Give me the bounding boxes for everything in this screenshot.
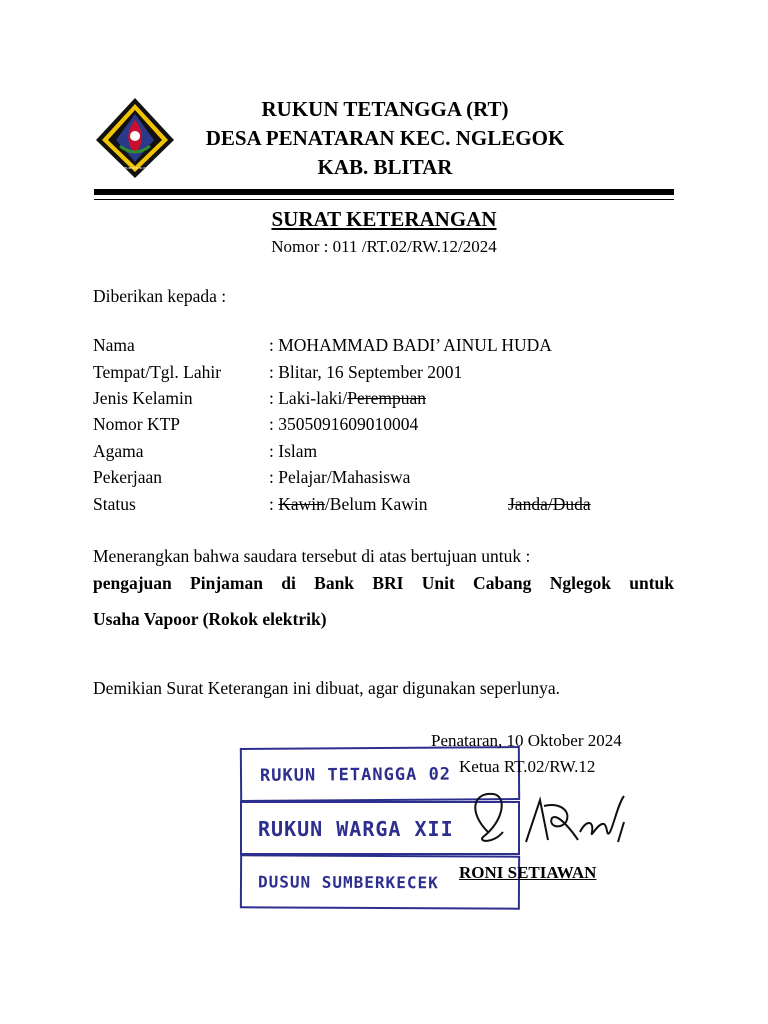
field-value-agama: : Islam xyxy=(269,441,318,461)
document-title: SURAT KETERANGAN xyxy=(271,207,497,231)
letterhead-divider-thick xyxy=(94,189,674,195)
purpose-line-2: Usaha Vapoor (Rokok elektrik) xyxy=(93,609,327,629)
emblem-logo xyxy=(94,96,176,180)
status-struck-kawin: Kawin xyxy=(278,494,325,514)
status-struck-janda-duda: Janda/Duda xyxy=(508,494,591,514)
letterhead-line-1: RUKUN TETANGGA (RT) xyxy=(261,97,509,121)
stamp-text-rt: RUKUN TETANGGA 02 xyxy=(259,764,452,786)
emblem-caption: KABUPATEN BLITAR xyxy=(120,166,150,170)
closing-text: Demikian Surat Keterangan ini dibuat, agar digunakan seperlunya. xyxy=(93,678,560,698)
status-selected: /Belum Kawin xyxy=(324,494,428,514)
field-value-status xyxy=(269,494,427,515)
jenis-kelamin-selected: : Laki-laki/ xyxy=(269,388,348,408)
letterhead-line-3: KAB. BLITAR xyxy=(317,155,453,179)
field-value-pekerjaan: : Pelajar/Mahasiswa xyxy=(269,467,411,487)
field-label-ktp: Nomor KTP xyxy=(93,414,181,434)
status-colon: : xyxy=(269,494,279,514)
field-label-status: Status xyxy=(93,494,136,514)
signature-place-date: Penataran, 10 Oktober 2024 xyxy=(431,731,622,750)
handwritten-signature xyxy=(448,782,638,862)
stamp-text-dusun: DUSUN SUMBERKECEK xyxy=(257,872,439,893)
field-value-ktp: : 3505091609010004 xyxy=(269,414,419,434)
field-label-ttl: Tempat/Tgl. Lahir xyxy=(93,362,222,382)
statement-text: Menerangkan bahwa saudara tersebut di atas bertujuan untuk : xyxy=(93,546,531,566)
field-value-nama: : MOHAMMAD BADI’ AINUL HUDA xyxy=(269,335,552,355)
purpose-line-1: pengajuan Pinjaman di Bank BRI Unit Cabang Nglegok untuk xyxy=(93,573,674,593)
field-label-nama: Nama xyxy=(93,335,135,355)
intro-text: Diberikan kepada : xyxy=(93,286,227,306)
field-value-jenis-kelamin xyxy=(269,388,426,409)
jenis-kelamin-struck: Perempuan xyxy=(347,388,426,408)
stamp-text-rw: RUKUN WARGA XII xyxy=(258,817,454,841)
document-number: Nomor : 011 /RT.02/RW.12/2024 xyxy=(271,237,497,256)
letterhead-line-2: DESA PENATARAN KEC. NGLEGOK xyxy=(205,126,565,150)
field-label-jenis-kelamin: Jenis Kelamin xyxy=(93,388,193,408)
letterhead-divider-thin xyxy=(94,199,674,200)
signature-position: Ketua RT.02/RW.12 xyxy=(459,757,596,776)
field-label-pekerjaan: Pekerjaan xyxy=(93,467,162,487)
signatory-name: RONI SETIAWAN xyxy=(459,863,597,882)
field-label-agama: Agama xyxy=(93,441,144,461)
field-value-ttl: : Blitar, 16 September 2001 xyxy=(269,362,463,382)
